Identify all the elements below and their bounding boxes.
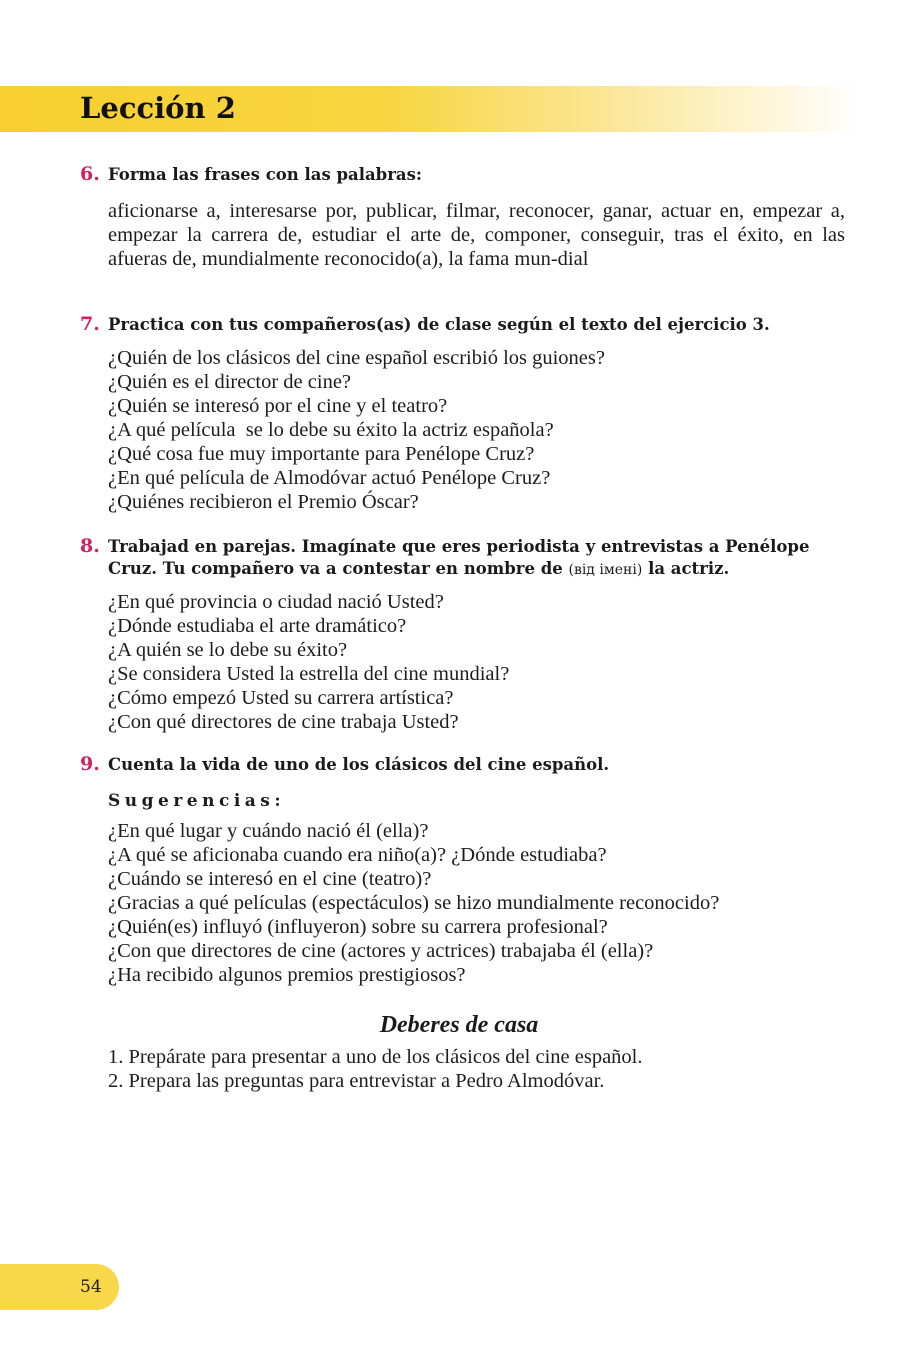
exercise-6-heading (80, 163, 860, 186)
question-line: ¿Qué cosa fue muy importante para Penélope Cruz? (108, 443, 535, 465)
exercise-8-heading (80, 535, 860, 581)
question-line: ¿Se considera Usted la estrella del cine mundial? (108, 663, 510, 685)
exercise-9-heading (80, 753, 860, 776)
question-line: ¿Dónde estudiaba el arte dramático? (108, 615, 407, 637)
question-line: ¿Quién se interesó por el cine y el teatro? (108, 395, 448, 417)
suggestion-line: ¿Gracias a qué películas (espectáculos) se hizo mundialmente reconocido? (108, 892, 720, 914)
homework-item: 2. Prepara las preguntas para entrevistar a Pedro Almodóvar. (108, 1070, 605, 1092)
question-line: ¿Quién es el director de cine? (108, 371, 352, 393)
question-line: ¿A quién se lo debe su éxito? (108, 639, 348, 661)
exercise-9-number: 9. (80, 753, 100, 775)
exercise-7-number: 7. (80, 313, 100, 335)
question-line: ¿Quiénes recibieron el Premio Óscar? (108, 491, 419, 513)
exercise-8-translation-note: (від імені) (568, 562, 643, 578)
exercise-6-heading-text: Forma las frases con las palabras: (108, 165, 422, 184)
question-line: ¿En qué película de Almodóvar actuó Penélope Cruz? (108, 467, 551, 489)
suggestion-line: ¿A qué se aficionaba cuando era niño(a)? ¿Dónde estudiaba? (108, 844, 607, 866)
suggestion-line: ¿Cuándo se interesó en el cine (teatro)? (108, 868, 432, 890)
exercise-8-heading-line2 (80, 558, 860, 581)
exercise-7-heading (80, 313, 860, 336)
homework-item: 1. Prepárate para presentar a uno de los clásicos del cine español. (108, 1046, 643, 1068)
page-number: 54 (80, 1277, 102, 1297)
homework-list (108, 1045, 845, 1093)
suggestion-line: ¿Ha recibido algunos premios prestigiosos? (108, 964, 466, 986)
suggestions-label: Sugerencias: (108, 791, 286, 811)
question-line: ¿Cómo empezó Usted su carrera artística? (108, 687, 454, 709)
question-line: ¿Quién de los clásicos del cine español escribió los guiones? (108, 347, 605, 369)
homework-title: Deberes de casa (379, 1012, 539, 1038)
question-line: ¿A qué película se lo debe su éxito la actriz española? (108, 419, 554, 441)
question-line: ¿En qué provincia o ciudad nació Usted? (108, 591, 444, 613)
exercise-8-heading-text-a: Cruz. Tu compañero va a contestar en nombre de (108, 559, 563, 578)
exercise-8-questions (108, 590, 845, 734)
exercise-7-questions (108, 346, 845, 514)
question-line: ¿Con qué directores de cine trabaja Usted? (108, 711, 459, 733)
exercise-8-number: 8. (80, 535, 100, 557)
exercise-9-heading-text: Cuenta la vida de uno de los clásicos del cine español. (108, 755, 610, 774)
lesson-title: Lección 2 (80, 91, 236, 125)
exercise-8-heading-line1: Trabajad en parejas. Imagínate que eres periodista y entrevistas a Penélope (108, 537, 810, 556)
exercise-9-suggestions (108, 819, 845, 987)
suggestion-line: ¿Con que directores de cine (actores y actrices) trabajaba él (ella)? (108, 940, 654, 962)
suggestion-line: ¿En qué lugar y cuándo nació él (ella)? (108, 820, 429, 842)
exercise-6-number: 6. (80, 163, 100, 185)
exercise-6-word-list: aficionarse a, interesarse por, publicar, filmar, reconocer, ganar, actuar en, empezar a, empezar la carrera de, estudiar el arte de, componer, conseguir, tras el éxito, en las afueras de, mundialmente reconocido(a), la fama mun-dial (108, 200, 845, 270)
exercise-8-heading-text-b: la actriz. (648, 559, 730, 578)
suggestion-line: ¿Quién(es) influyó (influyeron) sobre su carrera profesional? (108, 916, 608, 938)
exercise-7-heading-text: Practica con tus compañeros(as) de clase según el texto del ejercicio 3. (108, 315, 770, 334)
